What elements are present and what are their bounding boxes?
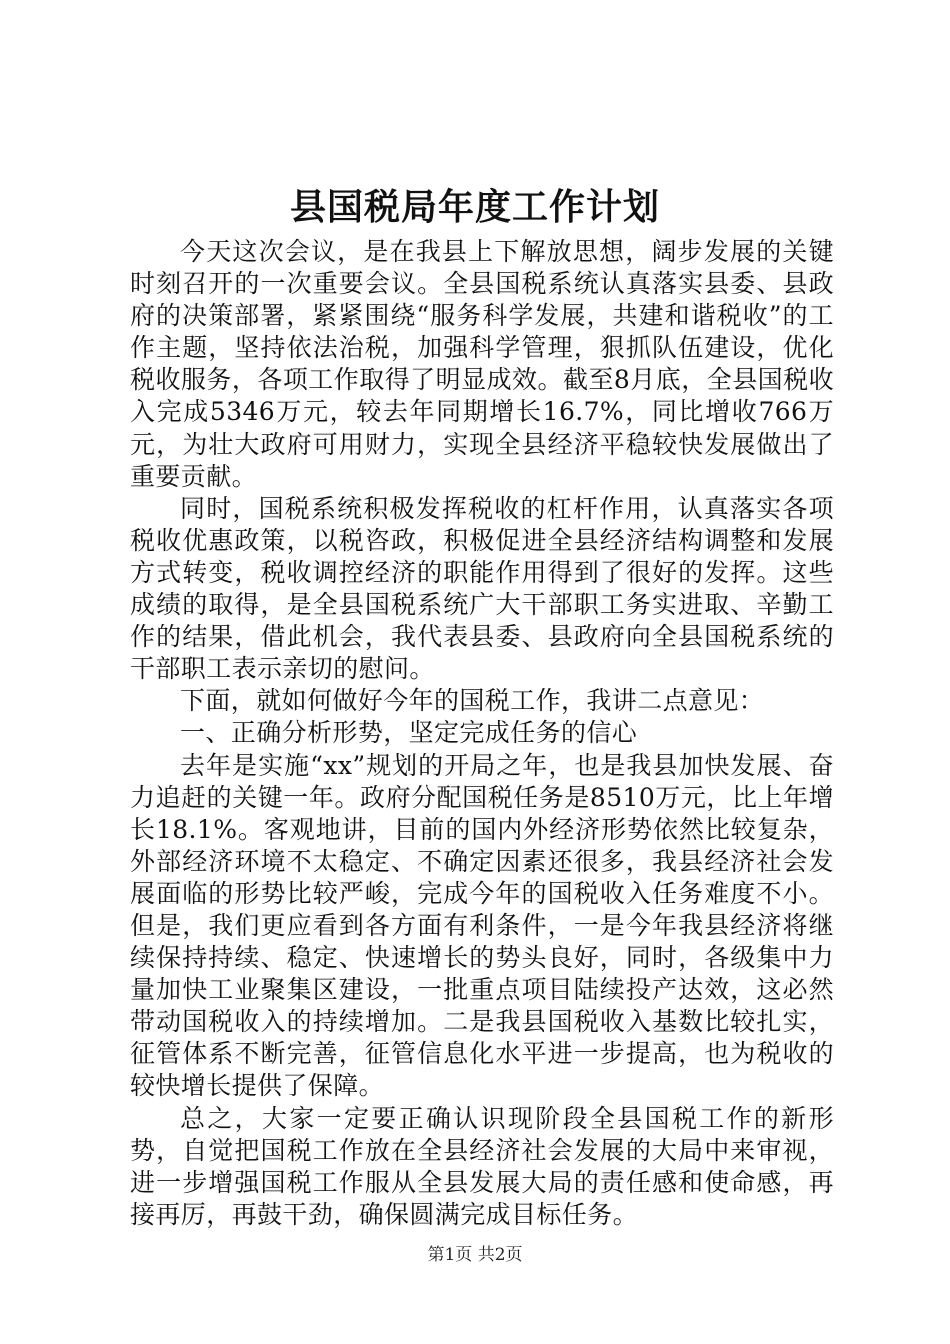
page-footer: 第1页 共2页 [427, 1245, 523, 1265]
paragraph-summary: 总之，大家一定要正确认识现阶段全县国税工作的新形势，自觉把国税工作放在全县经济社会发展的大局中来审视，进一步增强国税工作服从全县发展大局的责任感和使命感，再接再厉，再鼓干劲，确保圆满完成目标任务。 [130, 1103, 834, 1229]
document-title: 县国税局年度工作计划 [289, 186, 660, 228]
document-body [130, 236, 834, 1231]
paragraph-intro: 下面，就如何做好今年的国税工作，我讲二点意见： [180, 686, 765, 716]
paragraph-situation: 去年是实施“xx”规划的开局之年，也是我县加快发展、奋力追赶的关键一年。政府分配国税任务是8510万元，比上年增长18.1%。客观地讲，目前的国内外经济形势依然比较复杂，外部经济环境不太稳定、不确定因素还很多，我县经济社会发展面临的形势比较严峻，完成今年的国税收入任务难度不小。但是，我们更应看到各方面有利条件，一是今年我县经济将继续保持持续、稳定、快速增长的势头良好，同时，各级集中力量加快工业聚集区建设，一批重点项目陆续投产达效，这必然带动国税收入的持续增加。二是我县国税收入基数比较扎实，征管体系不断完善，征管信息化水平进一步提高，也为税收的较快增长提供了保障。 [130, 750, 834, 1101]
section-heading-1: 一、正确分析形势，坚定完成任务的信心 [180, 718, 638, 748]
paragraph-achievements: 同时，国税系统积极发挥税收的杠杆作用，认真落实各项税收优惠政策，以税咨政，积极促进全县经济结构调整和发展方式转变，税收调控经济的职能作用得到了很好的发挥。这些成绩的取得，是全县国税系统广大干部职工务实进取、辛勤工作的结果，借此机会，我代表县委、县政府向全县国税系统的干部职工表示亲切的慰问。 [130, 493, 834, 684]
paragraph-opening: 今天这次会议，是在我县上下解放思想，阔步发展的关键时刻召开的一次重要会议。全县国税系统认真落实县委、县政府的决策部署，紧紧围绕“服务科学发展，共建和谐税收”的工作主题，坚持依法治税，加强科学管理，狠抓队伍建设，优化税收服务，各项工作取得了明显成效。截至8月底，全县国税收入完成5346万元，较去年同期增长16.7%，同比增收766万元，为壮大政府可用财力，实现全县经济平稳较快发展做出了重要贡献。 [130, 237, 834, 491]
